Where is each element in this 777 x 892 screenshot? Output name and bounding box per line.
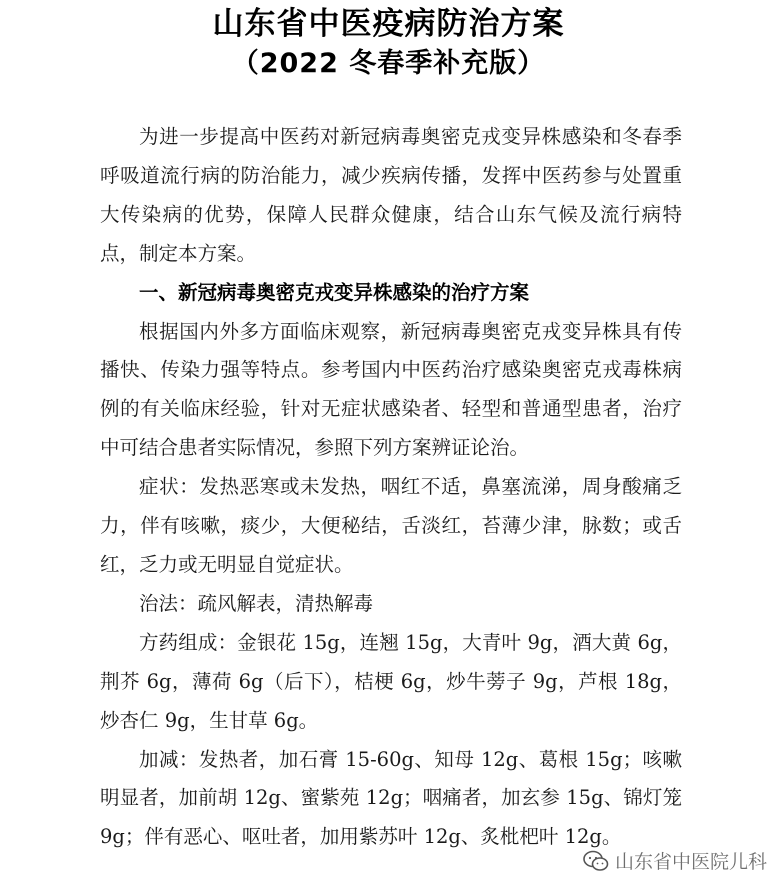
watermark — [583, 847, 767, 874]
section-heading: 一、新冠病毒奥密克戎变异株感染的治疗方案 — [139, 280, 530, 304]
document-body — [100, 118, 682, 857]
prescription-paragraph: 方药组成：金银花 15g，连翘 15g，大青叶 9g，酒大黄 6g，荆芥 6g，薄荷 6g（后下），桔梗 6g，炒牛蒡子 9g，芦根 18g，炒杏仁 9g，生甘草 6g。 — [100, 630, 682, 732]
wechat-icon — [583, 850, 609, 872]
document-subtitle: （2022 冬春季补充版） — [231, 48, 546, 79]
treatment-method-paragraph: 治法：疏风解表，清热解毒 — [139, 591, 374, 615]
document-title: 山东省中医疫病防治方案 — [212, 6, 565, 42]
modifications-paragraph: 加减：发热者，加石膏 15-60g、知母 12g、葛根 15g；咳嗽明显者，加前胡 12g、蜜紫苑 12g；咽痛者，加玄参 15g、锦灯笼 9g；伴有恶心、呕吐者，加用紫苏叶 12g、炙枇杷叶 12g。 — [100, 747, 682, 849]
symptoms-paragraph: 症状：发热恶寒或未发热，咽红不适，鼻塞流涕，周身酸痛乏力，伴有咳嗽，痰少，大便秘结，舌淡红，苔薄少津，脉数；或舌红，乏力或无明显自觉症状。 — [100, 475, 682, 576]
background-paragraph: 根据国内外多方面临床观察，新冠病毒奥密克戎变异株具有传播快、传染力强等特点。参考国内中医药治疗感染奥密克戎毒株病例的有关临床经验，针对无症状感染者、轻型和普通型患者，治疗中可结合患者实际情况，参照下列方案辨证论治。 — [100, 319, 682, 460]
intro-paragraph: 为进一步提高中医药对新冠病毒奥密克戎变异株感染和冬春季呼吸道流行病的防治能力，减少疾病传播，发挥中医药参与处置重大传染病的优势，保障人民群众健康，结合山东气候及流行病特点，制定本方案。 — [100, 125, 682, 265]
watermark-text: 山东省中医院儿科 — [614, 851, 767, 873]
